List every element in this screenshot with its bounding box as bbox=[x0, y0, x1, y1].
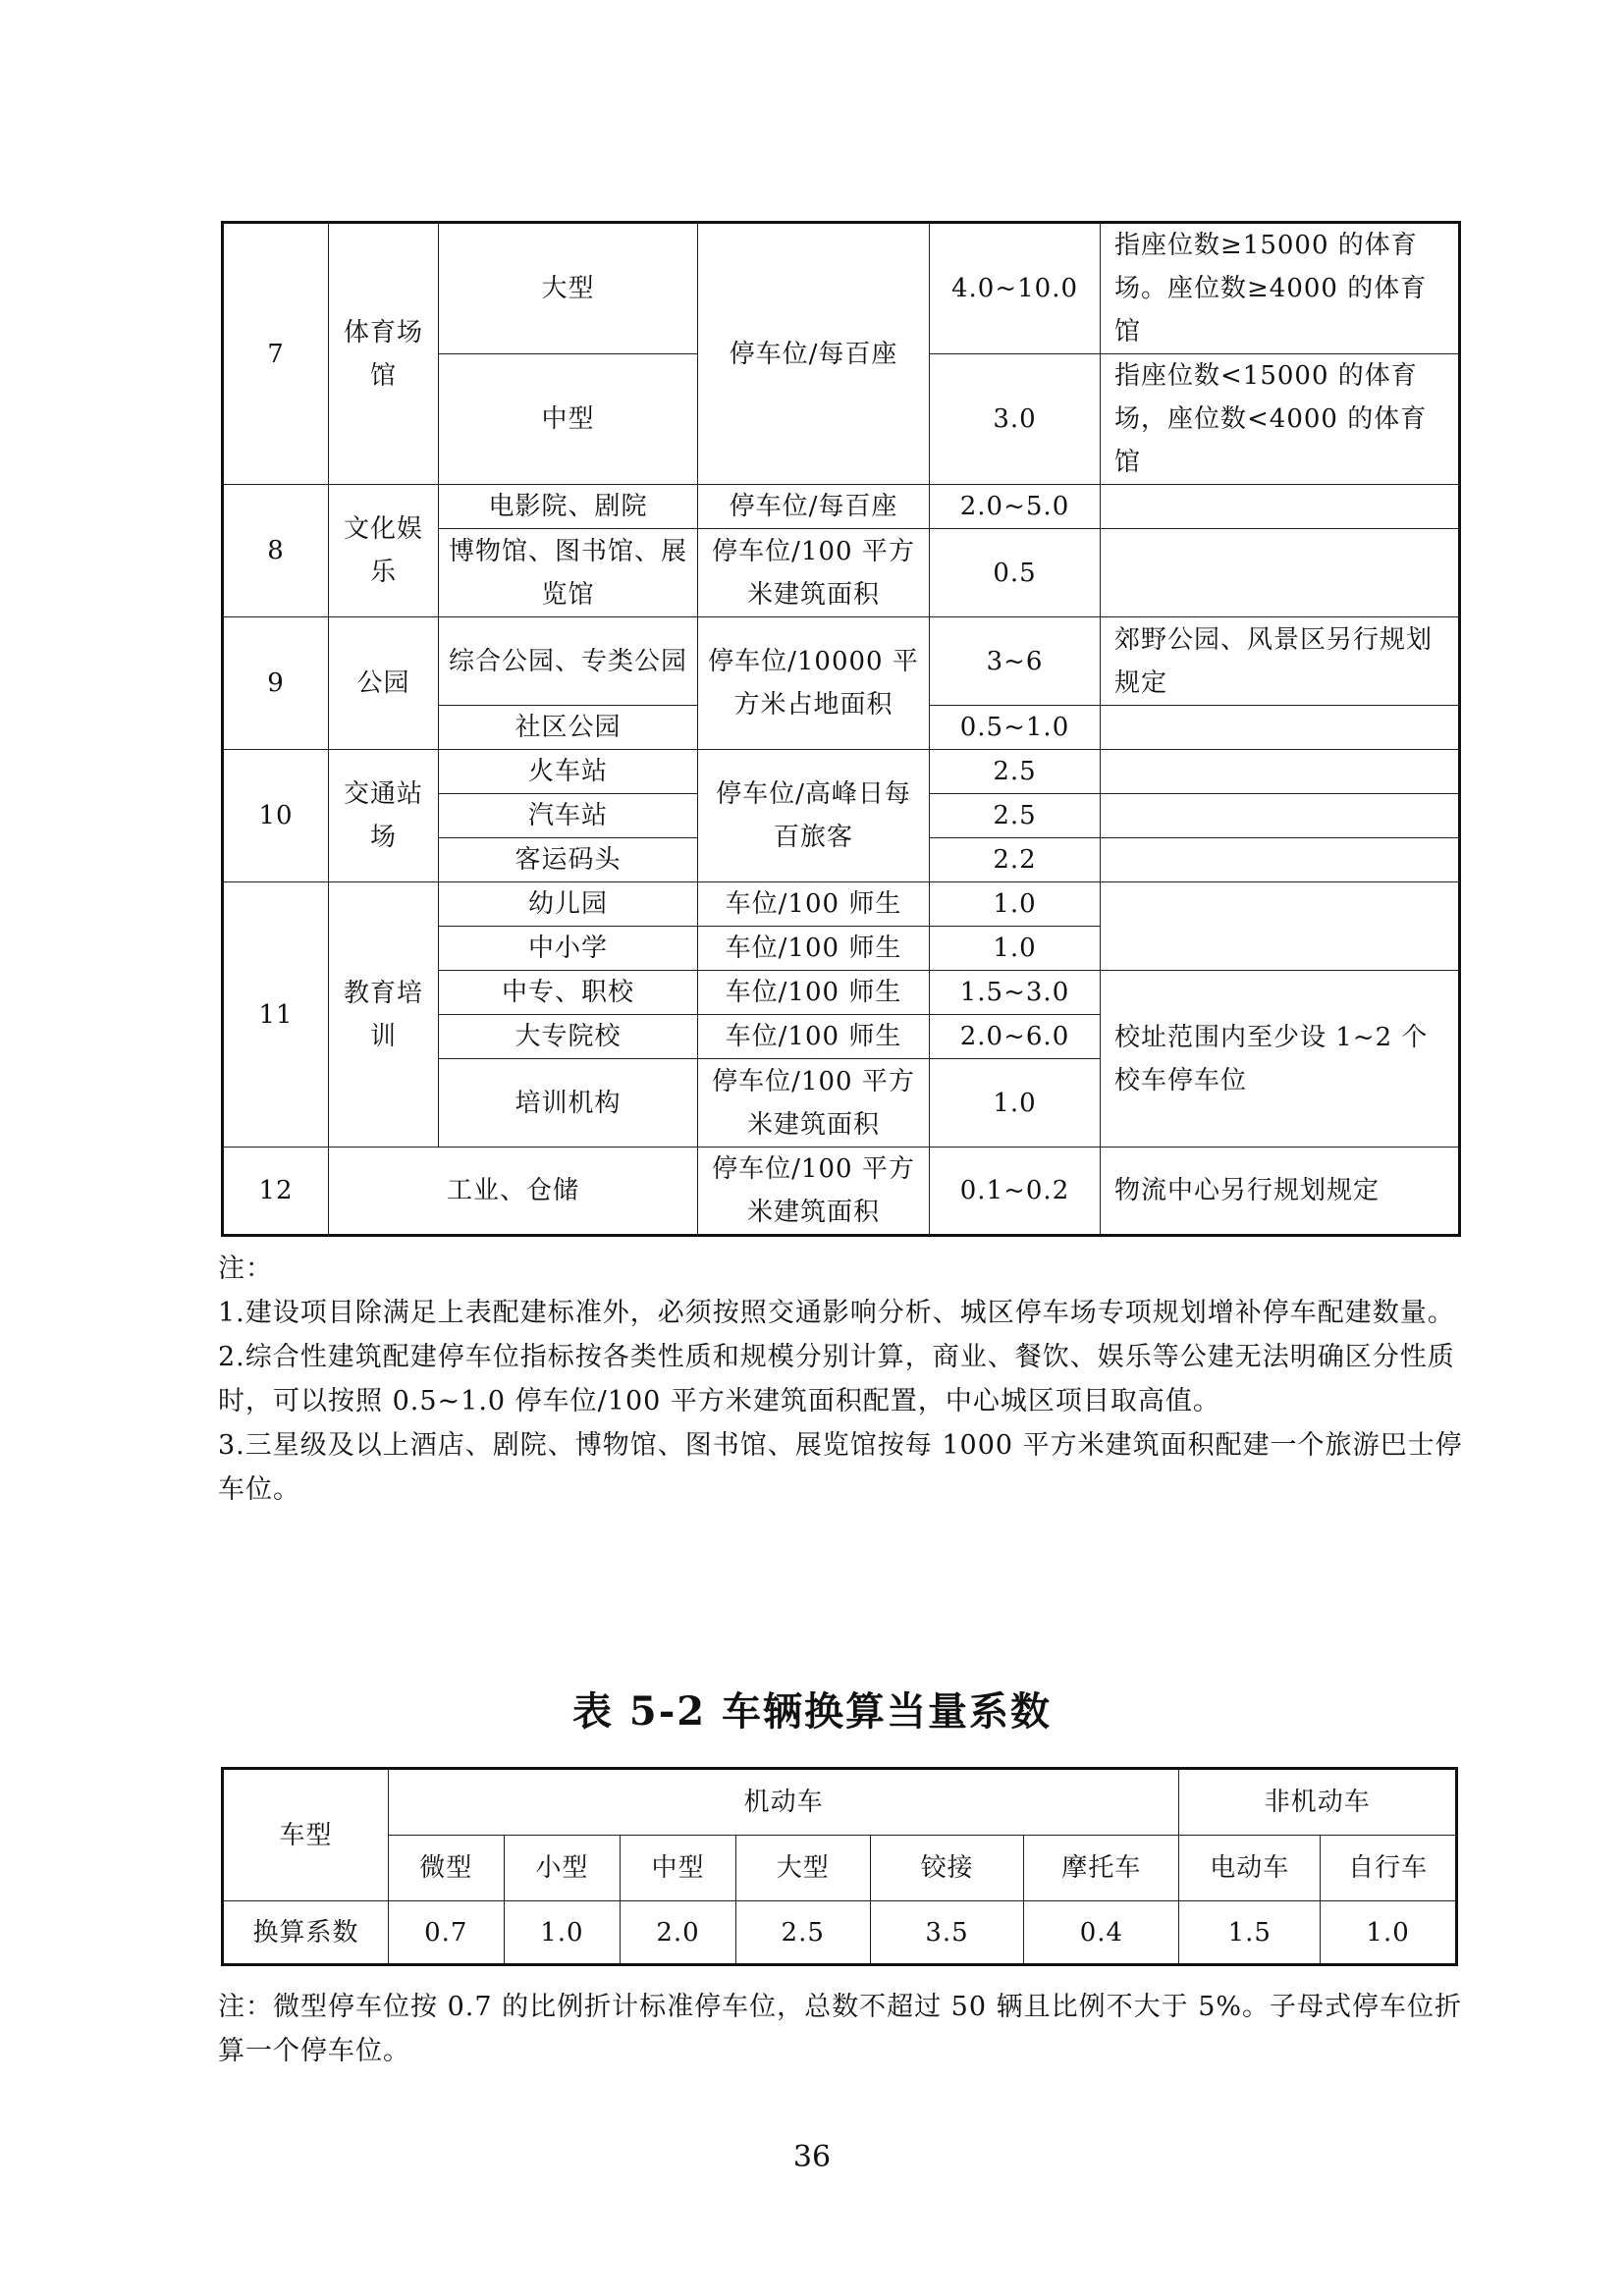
row-number: 7 bbox=[223, 223, 329, 485]
coefficient-label: 换算系数 bbox=[223, 1901, 389, 1965]
coefficient-cell: 3.5 bbox=[870, 1901, 1024, 1965]
note-2: 2.综合性建筑配建停车位指标按各类性质和规模分别计算，商业、餐饮、娱乐等公建无法明确区分性质时，可以按照 0.5~1.0 停车位/100 平方米建筑面积配置，中心城区项目取高值。 bbox=[218, 1342, 1455, 1416]
coefficient-cell: 1.0 bbox=[1321, 1901, 1457, 1965]
coefficient-cell: 0.7 bbox=[388, 1901, 504, 1965]
note-cell bbox=[1101, 706, 1460, 750]
subcategory-cell: 培训机构 bbox=[439, 1059, 698, 1148]
category-cell: 体育场馆 bbox=[329, 223, 439, 485]
note-cell: 指座位数<15000 的体育场，座位数<4000 的体育馆 bbox=[1101, 354, 1460, 485]
value-cell: 0.5 bbox=[930, 529, 1101, 617]
note-cell bbox=[1101, 794, 1460, 838]
unit-cell: 停车位/每百座 bbox=[698, 223, 930, 485]
subcategory-cell: 中型 bbox=[439, 354, 698, 485]
subcategory-cell: 汽车站 bbox=[439, 794, 698, 838]
subcategory-cell: 博物馆、图书馆、展览馆 bbox=[439, 529, 698, 617]
table2-title: 表 5-2 车辆换算当量系数 bbox=[571, 1688, 1053, 1735]
subcategory-cell: 中专、职校 bbox=[439, 971, 698, 1015]
vehicle-type-cell: 微型 bbox=[388, 1836, 504, 1901]
note-cell: 指座位数≥15000 的体育场。座位数≥4000 的体育馆 bbox=[1101, 223, 1460, 354]
vehicle-type-cell: 电动车 bbox=[1179, 1836, 1321, 1901]
unit-cell: 车位/100 师生 bbox=[698, 927, 930, 971]
unit-cell: 停车位/100 平方米建筑面积 bbox=[698, 529, 930, 617]
vehicle-type-cell: 小型 bbox=[504, 1836, 621, 1901]
vehicle-type-cell: 大型 bbox=[735, 1836, 870, 1901]
row-number: 8 bbox=[223, 485, 329, 617]
subcategory-cell: 大型 bbox=[439, 223, 698, 354]
subcategory-cell: 电影院、剧院 bbox=[439, 485, 698, 529]
value-cell: 2.0~6.0 bbox=[930, 1015, 1101, 1059]
value-cell: 4.0~10.0 bbox=[930, 223, 1101, 354]
category-cell: 交通站场 bbox=[329, 750, 439, 882]
category-cell: 教育培训 bbox=[329, 882, 439, 1148]
subcategory-cell: 综合公园、专类公园 bbox=[439, 617, 698, 706]
value-cell: 3~6 bbox=[930, 617, 1101, 706]
vehicle-type-cell: 自行车 bbox=[1321, 1836, 1457, 1901]
vehicle-type-header: 车型 bbox=[223, 1769, 389, 1901]
note-cell bbox=[1101, 882, 1460, 971]
note-1: 1.建设项目除满足上表配建标准外，必须按照交通影响分析、城区停车场专项规划增补停车配建数量。 bbox=[218, 1298, 1455, 1328]
parking-standard-table bbox=[221, 221, 1461, 1237]
value-cell: 0.5~1.0 bbox=[930, 706, 1101, 750]
coefficient-cell: 1.5 bbox=[1179, 1901, 1321, 1965]
row-number: 11 bbox=[223, 882, 329, 1148]
note-cell bbox=[1101, 838, 1460, 882]
coefficient-cell: 2.0 bbox=[621, 1901, 736, 1965]
subcategory-cell: 大专院校 bbox=[439, 1015, 698, 1059]
note-cell: 郊野公园、风景区另行规划规定 bbox=[1101, 617, 1460, 706]
subcategory-cell: 社区公园 bbox=[439, 706, 698, 750]
vehicle-equivalent-table bbox=[221, 1767, 1458, 1966]
note-cell bbox=[1101, 529, 1460, 617]
unit-cell: 停车位/100 平方米建筑面积 bbox=[698, 1148, 930, 1236]
row-number: 10 bbox=[223, 750, 329, 882]
notes-title: 注： bbox=[218, 1254, 273, 1284]
page-number: 36 bbox=[792, 2140, 832, 2174]
unit-cell: 停车位/100 平方米建筑面积 bbox=[698, 1059, 930, 1148]
unit-cell: 车位/100 师生 bbox=[698, 971, 930, 1015]
value-cell: 3.0 bbox=[930, 354, 1101, 485]
table-notes bbox=[218, 1247, 1465, 1512]
category-cell: 公园 bbox=[329, 617, 439, 750]
table2-note: 注：微型停车位按 0.7 的比例折计标准停车位，总数不超过 50 辆且比例不大于 5%。子母式停车位折算一个停车位。 bbox=[218, 1992, 1463, 2066]
motor-vehicle-header: 机动车 bbox=[388, 1769, 1178, 1836]
value-cell: 1.5~3.0 bbox=[930, 971, 1101, 1015]
vehicle-type-cell: 摩托车 bbox=[1024, 1836, 1179, 1901]
row-number: 12 bbox=[223, 1148, 329, 1236]
coefficient-cell: 1.0 bbox=[504, 1901, 621, 1965]
value-cell: 1.0 bbox=[930, 927, 1101, 971]
note-3: 3.三星级及以上酒店、剧院、博物馆、图书馆、展览馆按每 1000 平方米建筑面积配建一个旅游巴士停车位。 bbox=[218, 1430, 1463, 1505]
value-cell: 2.5 bbox=[930, 794, 1101, 838]
unit-cell: 车位/100 师生 bbox=[698, 1015, 930, 1059]
unit-cell: 停车位/高峰日每百旅客 bbox=[698, 750, 930, 882]
note-cell: 物流中心另行规划规定 bbox=[1101, 1148, 1460, 1236]
note-cell: 校址范围内至少设 1~2 个校车停车位 bbox=[1101, 971, 1460, 1148]
value-cell: 2.0~5.0 bbox=[930, 485, 1101, 529]
coefficient-cell: 2.5 bbox=[735, 1901, 870, 1965]
unit-cell: 车位/100 师生 bbox=[698, 882, 930, 927]
value-cell: 2.2 bbox=[930, 838, 1101, 882]
note-cell bbox=[1101, 485, 1460, 529]
value-cell: 1.0 bbox=[930, 1059, 1101, 1148]
subcategory-cell: 客运码头 bbox=[439, 838, 698, 882]
category-cell: 文化娱乐 bbox=[329, 485, 439, 617]
value-cell: 0.1~0.2 bbox=[930, 1148, 1101, 1236]
non-motor-vehicle-header: 非机动车 bbox=[1179, 1769, 1457, 1836]
vehicle-type-cell: 中型 bbox=[621, 1836, 736, 1901]
unit-cell: 停车位/每百座 bbox=[698, 485, 930, 529]
value-cell: 1.0 bbox=[930, 882, 1101, 927]
vehicle-type-cell: 铰接 bbox=[870, 1836, 1024, 1901]
unit-cell: 停车位/10000 平方米占地面积 bbox=[698, 617, 930, 750]
subcategory-cell: 中小学 bbox=[439, 927, 698, 971]
subcategory-cell: 火车站 bbox=[439, 750, 698, 794]
category-cell: 工业、仓储 bbox=[329, 1148, 698, 1236]
subcategory-cell: 幼儿园 bbox=[439, 882, 698, 927]
note-cell bbox=[1101, 750, 1460, 794]
row-number: 9 bbox=[223, 617, 329, 750]
value-cell: 2.5 bbox=[930, 750, 1101, 794]
coefficient-cell: 0.4 bbox=[1024, 1901, 1179, 1965]
